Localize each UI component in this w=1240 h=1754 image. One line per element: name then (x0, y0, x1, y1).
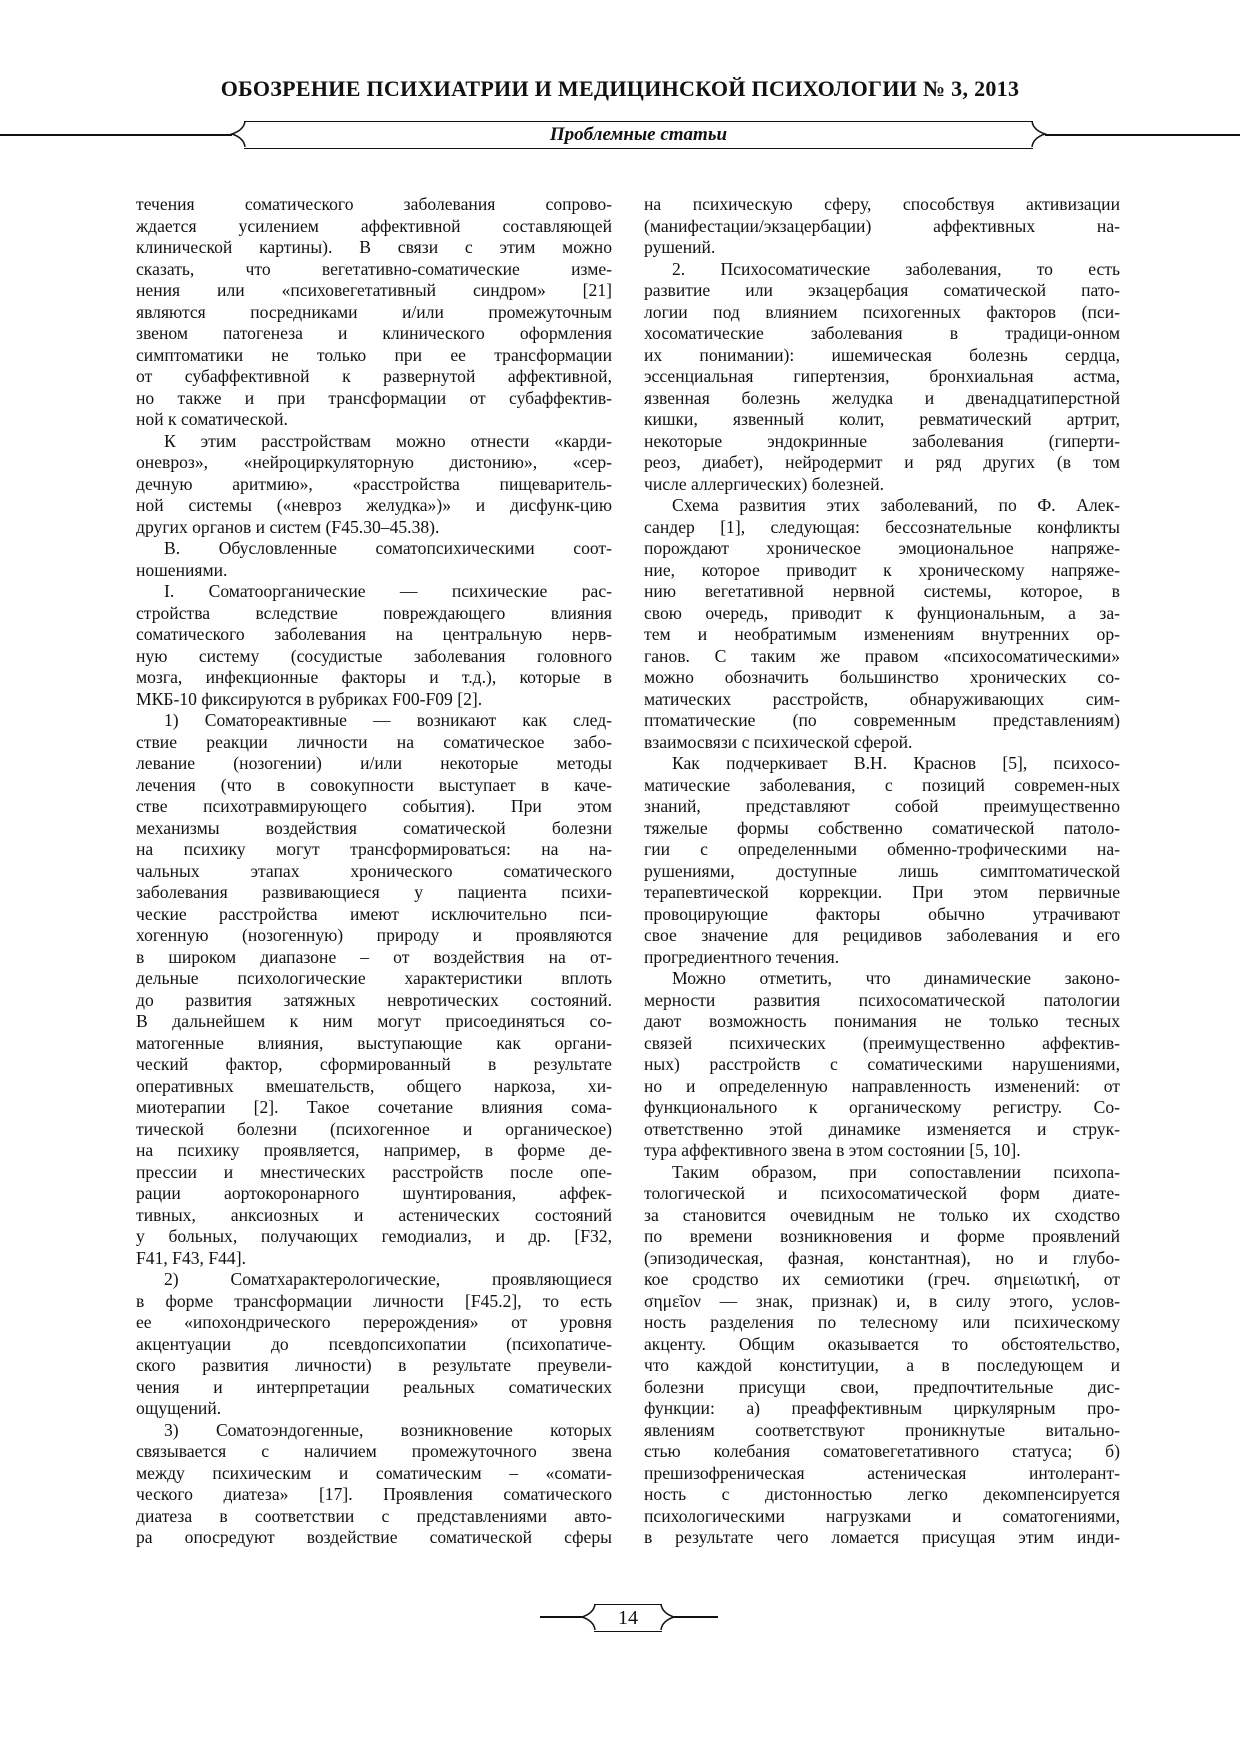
text-line: ра опосредуют воздействие соматической сферы (136, 1527, 612, 1547)
text-line: МКБ-10 фиксируются в рубриках F00-F09 [2]. (136, 688, 483, 709)
footer-rule-left (540, 1616, 582, 1618)
text-line: ность с дистонностью легко декомпенсируется (644, 1484, 1120, 1504)
text-line: гии с определенными обменно-трофическими на- (644, 839, 1120, 859)
text-line: В. Обусловленные соматопсихическими соот- (164, 538, 612, 558)
text-line: функционального к органическому регистру. Со- (644, 1097, 1120, 1117)
text-line: между психическим и соматическим – «сомати- (136, 1462, 612, 1483)
journal-title: ОБОЗРЕНИЕ ПСИХИАТРИИ И МЕДИЦИНСКОЙ ПСИХОЛОГИИ № 3, 2013 (220, 76, 1020, 101)
section-banner (244, 121, 1033, 149)
text-line: акцентуации до псевдопсихопатии (психопатиче- (136, 1333, 612, 1354)
text-line: оперативных вмешательств, общего наркоза, хи- (136, 1075, 612, 1096)
text-line: некоторые эндокринные заболевания (гиперти- (644, 430, 1120, 451)
text-line: тической болезни (психогенное и органическое) (136, 1118, 612, 1139)
text-line: (эпизодическая, фазная, константная), но и глубо- (644, 1247, 1120, 1268)
text-line: логии под влиянием психогенных факторов (пси- (644, 301, 1120, 322)
footer-rule-right (674, 1616, 718, 1618)
text-line: птоматические (по современным представлениям) (644, 710, 1120, 730)
text-line: прешизофреническая астеническая интолерант- (644, 1462, 1120, 1483)
text-line: ношениями. (136, 559, 228, 580)
text-line: ной к соматической. (136, 409, 288, 429)
text-line: в широком диапазоне – от воздействия на от- (136, 946, 612, 967)
text-line: но также и при трансформации от субаффектив- (136, 387, 612, 408)
text-line: σημεῖον — знак, признак) и, в силу этого, услов- (644, 1290, 1120, 1311)
text-line: прогредиентного течения. (644, 946, 840, 967)
text-line: прессии и мнестических расстройств после опе- (136, 1161, 612, 1182)
text-line: на психику могут трансформироваться: на на- (136, 839, 612, 859)
text-line: ждается усилением аффективной составляющей (136, 215, 612, 236)
text-line: порождают хроническое эмоциональное напряже- (644, 538, 1120, 558)
text-line: в результате чего ломается присущая этим инди- (644, 1527, 1120, 1547)
text-line: чальных этапах хронического соматического (136, 860, 612, 881)
text-line: язвенная болезнь желудка и двенадцатиперстной (644, 387, 1120, 408)
text-line: других органов и систем (F45.30–45.38). (136, 516, 440, 537)
paragraph (644, 753, 1120, 968)
text-line: тологической и психосоматической форм диате- (644, 1183, 1120, 1203)
text-line: клинической картины). В связи с этим можно (136, 237, 612, 257)
paragraph (136, 1420, 612, 1549)
text-line: явлениям соответствуют проникнутые витально- (644, 1419, 1120, 1440)
text-line: дечную аритмию», «расстройства пищеваритель- (136, 473, 612, 494)
text-line: связывается с наличием промежуточного звена (136, 1441, 612, 1461)
paragraph (136, 194, 612, 431)
banner-rule-left (0, 134, 232, 136)
text-line: течения соматического заболевания сопрово- (136, 194, 612, 214)
paragraph (136, 431, 612, 539)
text-line: их понимании): ишемическая болезнь сердца, (644, 344, 1120, 365)
banner-rule-right (1045, 134, 1240, 136)
paragraph (644, 259, 1120, 496)
text-line: симптоматики не только при ее трансформации (136, 344, 612, 365)
text-line: можно обозначить большинство хронических со- (644, 667, 1120, 687)
text-line: соматического заболевания на центральную нерв- (136, 624, 612, 644)
text-line: реоз, диабет), нейродермит и ряд других (в том (644, 452, 1120, 472)
text-line: рушениями, доступные лишь симптоматической (644, 860, 1120, 881)
text-line: стве психотравмирующего события). При этом (136, 796, 612, 816)
text-line: что каждой конституции, а в последующем и (644, 1355, 1120, 1375)
text-line: тура аффективного звена в этом состоянии [5, 10]. (644, 1140, 1021, 1160)
text-line: ческие расстройства имеют исключительно пси- (136, 903, 612, 924)
text-line: левание (нозогении) и/или некоторые методы (136, 753, 612, 773)
text-line: матических расстройств, обнаруживающих сим- (644, 688, 1120, 709)
text-line: но и определенную направленность изменений: от (644, 1075, 1120, 1096)
paragraph (644, 968, 1120, 1162)
right-column (644, 194, 1120, 1549)
paragraph (136, 538, 612, 581)
paragraph (644, 1162, 1120, 1549)
paragraph (644, 495, 1120, 753)
page-notch-left (580, 1604, 596, 1630)
text-line: связей психических (преимущественно аффектив- (644, 1032, 1120, 1053)
text-line: до развития затяжных невротических состояний. (136, 989, 612, 1010)
text-line: К этим расстройствам можно отнести «карди- (164, 430, 612, 451)
text-line: ее «ипохондрического перерождения» от уровня (136, 1312, 612, 1332)
text-line: кишки, язвенный колит, ревматический артрит, (644, 409, 1120, 429)
text-line: ную систему (сосудистые заболевания головного (136, 645, 612, 666)
text-line: I. Соматоорганические — психические рас- (164, 581, 612, 601)
text-line: стью колебания соматовегетативного статуса; б) (644, 1441, 1120, 1461)
banner-notch-right (1031, 121, 1047, 147)
text-line: ческого диатеза» [17]. Проявления соматического (136, 1484, 612, 1504)
text-line: 1) Соматореактивные — возникают как след- (164, 710, 612, 730)
text-line: нию вегетативной нервной системы, которое, в (644, 581, 1120, 601)
text-line: взаимосвязи с психической сферой. (644, 731, 913, 752)
text-line: дельные психологические характеристики вплоть (136, 968, 612, 988)
text-line: Как подчеркивает В.Н. Краснов [5], психосо- (672, 753, 1120, 773)
text-line: за становится очевидным не только их сходство (644, 1204, 1120, 1225)
text-line: числе аллергических) болезней. (644, 473, 885, 494)
text-line: хогенную (нозогенную) природу и проявляются (136, 925, 612, 945)
text-line: у больных, получающих гемодиализ, и др. [F32, (136, 1226, 612, 1246)
text-line: стройства вследствие повреждающего влияния (136, 602, 612, 623)
text-line: ствие реакции личности на соматическое забо- (136, 731, 612, 752)
text-line: по времени возникновения и форме проявлений (644, 1226, 1120, 1246)
paragraph (136, 710, 612, 1269)
text-line: механизмы воздействия соматической болезни (136, 817, 612, 838)
text-line: тем и необратимым изменениям внутренних ор- (644, 624, 1120, 644)
text-line: знаний, представляют собой преимущественно (644, 796, 1120, 816)
paragraph (136, 581, 612, 710)
text-line: чения и интерпретации реальных соматических (136, 1376, 612, 1397)
text-line: функции: а) преаффективным циркулярным про- (644, 1398, 1120, 1418)
text-line: оневроз», «нейроциркуляторную дистонию», «сер- (136, 452, 612, 472)
text-line: 2. Психосоматические заболевания, то есть (672, 258, 1120, 279)
text-line: диатеза в соответствии с представлениями авто- (136, 1505, 612, 1526)
text-line: рушений. (644, 237, 716, 257)
text-line: свою очередь, приводит к фунциональным, а за- (644, 602, 1120, 623)
text-line: звеном патогенеза и клинического оформления (136, 323, 612, 343)
text-line: кое сродство их семиотики (греч. σημειωτική, от (644, 1269, 1120, 1289)
text-line: ощущений. (136, 1398, 222, 1418)
text-line: в форме трансформации личности [F45.2], то есть (136, 1290, 612, 1311)
text-line: психологическими нагрузками и соматогениями, (644, 1505, 1120, 1526)
text-line: акценту. Общим оказывается то обстоятельство, (644, 1333, 1120, 1354)
text-line: (манифестации/экзацербации) аффективных на- (644, 215, 1120, 236)
text-line: ганов. С таким же правом «психосоматическими» (644, 645, 1120, 666)
text-line: рации аортокоронарного шунтирования, аффек- (136, 1183, 612, 1203)
text-line: матогенные влияния, выступающие как органи- (136, 1032, 612, 1053)
text-line: свое значение для рецидивов заболевания и его (644, 925, 1120, 945)
text-line: на психическую сферу, способствуя активизации (644, 194, 1120, 214)
text-line: хосоматические заболевания в традици-онном (644, 323, 1120, 343)
text-line: Можно отметить, что динамические законо- (672, 968, 1120, 988)
text-line: тяжелые формы собственно соматической патоло- (644, 817, 1120, 838)
text-line: ответственно этой динамике изменяется и струк- (644, 1118, 1120, 1139)
text-line: ского развития личности) в результате преувели- (136, 1355, 612, 1375)
text-line: ческий фактор, сформированный в результате (136, 1054, 612, 1074)
text-line: тивных, анксиозных и астенических состояний (136, 1204, 612, 1225)
text-line: миотерапии [2]. Такое сочетание влияния сома- (136, 1097, 612, 1117)
text-line: мерности развития психосоматической патологии (644, 989, 1120, 1010)
text-line: развитие или экзацербация соматической пато- (644, 280, 1120, 300)
text-line: болезни присущи свои, предпочтительные дис- (644, 1376, 1120, 1397)
text-line: ных) расстройств с соматическими нарушениями, (644, 1054, 1120, 1074)
text-line: эссенциальная гипертензия, бронхиальная астма, (644, 366, 1120, 386)
text-line: 3) Соматоэндогенные, возникновение которых (164, 1419, 612, 1440)
text-line: F41, F43, F44]. (136, 1247, 246, 1268)
text-line: В дальнейшем к ним могут присоединяться со- (136, 1011, 612, 1031)
banner-notch-left (230, 121, 246, 147)
text-line: от субаффективной к развернутой аффективной, (136, 366, 612, 386)
text-line: лечения (что в совокупности выступает в каче- (136, 774, 612, 795)
section-title: Проблемные статьи (549, 124, 728, 145)
text-line: мозга, инфекционные факторы и т.д.), которые в (136, 667, 612, 687)
text-line: терапевтической коррекции. При этом первичные (644, 882, 1120, 902)
left-column (136, 194, 612, 1549)
text-line: ние, которое приводит к хроническому напряже- (644, 559, 1120, 580)
page-notch-right (660, 1604, 676, 1630)
text-line: ной системы («невроз желудка»)» и дисфунк-цию (136, 495, 612, 515)
text-line: Таким образом, при сопоставлении психопа- (672, 1161, 1120, 1182)
page-number: 14 (618, 1607, 638, 1629)
text-line: ность разделения по телесному или психическому (644, 1312, 1120, 1332)
text-line: дают возможность понимания не только тесных (644, 1011, 1120, 1031)
text-line: Схема развития этих заболеваний, по Ф. Алек- (672, 495, 1120, 515)
paragraph (644, 194, 1120, 259)
text-line: провоцирующие факторы обычно утрачивают (644, 903, 1120, 924)
page-number-box (594, 1604, 662, 1632)
text-line: на психику проявляется, например, в форме де- (136, 1140, 612, 1160)
text-line: являются посредниками и/или промежуточным (136, 301, 612, 322)
paragraph (136, 1269, 612, 1420)
text-line: матические заболевания, с позиций современ-ных (644, 774, 1120, 795)
text-line: нения или «психовегетативный синдром» [21] (136, 280, 612, 300)
text-line: 2) Соматхарактерологические, проявляющиеся (164, 1269, 612, 1289)
text-line: сандер [1], следующая: бессознательные конфликты (644, 516, 1120, 537)
text-line: сказать, что вегетативно-соматические изме- (136, 258, 612, 279)
text-line: заболевания развивающиеся у пациента психи- (136, 882, 612, 902)
